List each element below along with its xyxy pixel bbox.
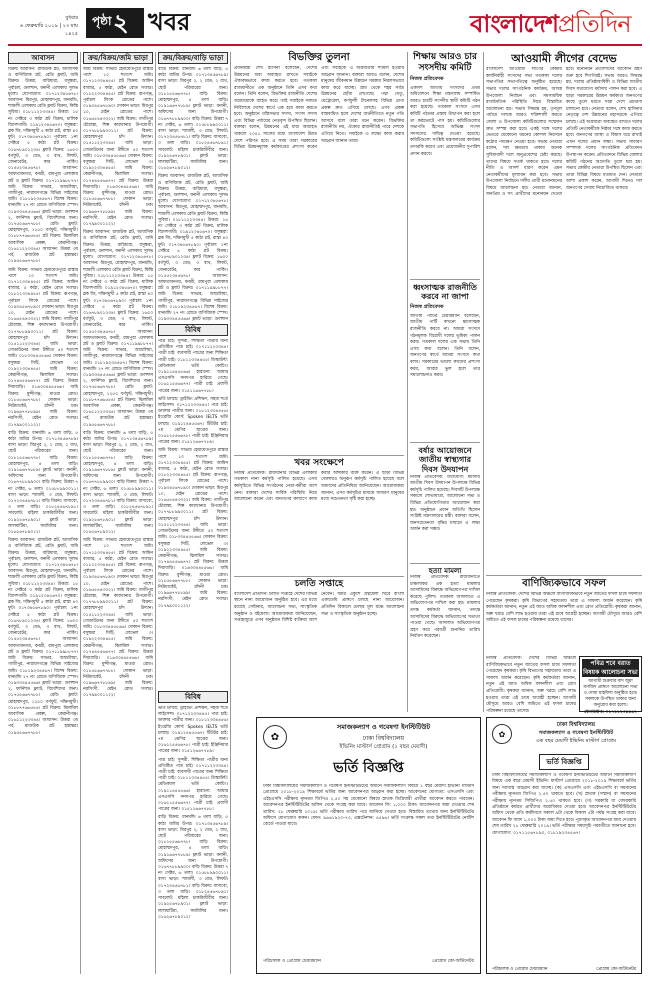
program-name: ইভিনিং মাস্টার্স প্রোগ্রাম (১ বছর মেয়াদী) [339,744,428,750]
classified-text [158,67,228,322]
section-rule [234,576,404,577]
classified-column-1 [8,52,78,974]
signatory-2: প্রোগ্রাম কো-অর্ডিনেটর [596,967,636,972]
section-rule [410,442,480,443]
article-body: একাদশ জাতীয় সংসদের প্রথম অধিবেশনে শিক্ষা মন্ত্রণালয় সম্পর্কিত আরও চারটি সংসদীয় স্থায়ী কমিটি গঠন করা হয়েছে। গতকাল সংসদে এসব কমিটি গঠনের প্রস্তাব উত্থাপন করা হলে তা কণ্ঠভোটে পাস হয়। কমিটিগুলোর সভাপতি হিসেবে অভিজ্ঞ সংসদ সদস্যদের দায়িত্ব দেওয়া হয়েছে। কমিটিগুলো সংশ্লিষ্ট মন্ত্রণালয়ের কার্যক্রম তদারকি করবে এবং প্রয়োজনীয় সুপারিশ প্রদান করবে। [410,85,480,157]
headline: চলতি সপ্তাহে [294,579,344,589]
headline: বর্ষার আয়োজনে জাতীয় স্বাস্থ্যগার দিবস উদযাপন [418,445,472,474]
article-body: বাংলাদেশ আওয়ামী লীগের কেন্দ্রীয় কার্যনির্বাহী সংসদের সভা গতকাল দলের সভাপতির সভাপতিত্বে অনুষ্ঠিত হয়েছে। সভায় দলের সাংগঠনিক কার্যক্রম, আসন্ন উপজেলা নির্বাচন এবং সমসাময়িক রাজনৈতিক পরিস্থিতি নিয়ে বিস্তারিত আলোচনা হয়। সভায় সিদ্ধান্ত হয়, তৃণমূল পর্যায়ে দলকে আরও শক্তিশালী করতে জেলা ও উপজেলা কমিটিগুলোর সম্মেলন দ্রুত সম্পন্ন করা হবে। একই সঙ্গে দলের ভেতরে যেকোনো ধরনের কোন্দল নিরসনে কঠোর পদক্ষেপ নেওয়া হবে। সভায় নেতারা বলেন, দল ক্ষমতায় থাকায় অনেক সুবিধাবাদী দলে অনুপ্রবেশের চেষ্টা করছে। তাদের বিষয়ে সতর্ক থাকতে হবে। দলের নীতি ও আদর্শ ধারণ করেন এমন নেতাকর্মীদের মূল্যায়ন করা হবে। সভায় উপজেলা নির্বাচনে দলীয় প্রার্থী মনোনয়নের বিষয়ে আলোচনা হয়। নেতারা জানান, জনপ্রিয় ও সৎ প্রার্থীদের মনোনয়ন দেওয়া হবে। মনোনয়ন প্রত্যাশীদের আবেদন গ্রহণ শুরু হবে শিগগিরই। সভায় আরও সিদ্ধান্ত হয়, দলের প্রতিষ্ঠাবার্ষিকী ও বিভিন্ন জাতীয় দিবস যথাযোগ্য মর্যাদায় পালন করা হবে। এ ছাড়া সরকারের উন্নয়ন কর্মকাণ্ড জনগণের কাছে তুলে ধরতে সারা দেশে প্রচারণা চালানো হবে। নেতারা বলেন, শেখ হাসিনার নেতৃত্বে দেশ উন্নয়নের মহাসড়কে এগিয়ে চলছে। এই অগ্রযাত্রা অব্যাহত রাখতে দলের প্রতিটি নেতাকর্মীকে নিষ্ঠার সঙ্গে কাজ করতে হবে। জনগণের আস্থা ও বিশ্বাস ধরে রাখাই এখন দলের প্রধান লক্ষ্য। সভায় সাধারণ সম্পাদক দলের সাংগঠনিক প্রতিবেদন উপস্থাপন করেন। প্রতিবেদনে বিভিন্ন জেলার কমিটি গঠনের অগ্রগতি তুলে ধরা হয়। সভায় কেন্দ্রীয় নেতারা উপস্থিত ছিলেন এবং তারা বিভিন্ন বিষয়ে মতামত দেন। নেতারা আশা প্রকাশ করেন, আগামী দিনেও দল জনগণের সেবায় নিয়োজিত থাকবে। [486,67,642,198]
classified-ad: ভর্তি চলছে: ড্রাইভিং প্রশিক্ষণ, সহজ শর্তে লাইসেন্স। ০১৭১২২৩৩৪৪৫। পাত্র চাই: ডাক্তার পাত্রীর জন্য। ০১৮১২৩৩৪৪৫৬। ইংরেজি কোর্স: Spoken IELTS ভর্তি চলছে। ০১৯১২৪৪৫৫৬৭। টিউটর চাই: ৭ম শ্রেণির ছাত্রের জন্য। ০১৬১২৫৫৬৬৭৮। পাত্রী চাই: ইঞ্জিনিয়ার পাত্রের জন্য। ০১৫১২৬৬৭৭৮৯। [158,396,228,446]
byline: নিজস্ব প্রতিবেদক [410,75,444,82]
weekday: বুধবার [65,15,78,21]
column-rule [80,52,81,974]
column-rule [155,52,156,974]
signatory-1: পরিচালক ও প্রোগ্রাম চেয়ারম্যান [492,967,548,972]
article-awami [486,52,642,572]
classified-ad: ভর্তি চলছে: ড্রাইভিং প্রশিক্ষণ, সহজ শর্তে লাইসেন্স। ০১৭১২২৩৩৪৪৫। পাত্র চাই: ডাক্তার পাত্রীর জন্য। ০১৮১২৩৩৪৪৫৬। ইংরেজি কোর্স: Spoken IELTS ভর্তি চলছে। ০১৯১২৪৪৫৫৬৭। টিউটর চাই: ৭ম শ্রেণির ছাত্রের জন্য। ০১৬১২৫৫৬৬৭৮। পাত্রী চাই: ইঞ্জিনিয়ার পাত্রের জন্য। ০১৫১২৬৬৭৭৮৯। [158,706,228,755]
classified-heading-bibidh-2: বিবিধ [158,691,228,703]
admission-ad-2 [486,717,642,974]
article-body: নিজস্ব প্রতিবেদক: রাজধানীর বিভিন্ন এলাকায় গতকাল নানা কর্মসূচি পালিত হয়েছে। এসব কর্মসূচিতে বিভিন্ন সংগঠনের নেতা-কর্মীরা অংশ নেন। বক্তারা দেশের সার্বিক পরিস্থিতি নিয়ে আলোচনা করেন এবং জনগণের কল্যাণে কাজ করার অঙ্গীকার ব্যক্ত করেন। এ ছাড়া বিভিন্ন জেলায়ও অনুরূপ কর্মসূচি পালিত হয়েছে বলে আমাদের প্রতিনিধিরা জানিয়েছেন। আয়োজকরা জানান, এসব কর্মসূচির মাধ্যমে সাধারণ মানুষের মধ্যে সচেতনতা সৃষ্টি করা হচ্ছে। [234,470,404,503]
ad-title: ভর্তি বিজ্ঞপ্তি [539,754,588,770]
classified-ad: পাত্র চাই: সুন্দরী, শিক্ষিতা পাত্রীর জন্য প্রতিষ্ঠিত পাত্র চাই। ০১৭১১২২৩৩৪৪। পাত্রী চাই: ব্যবসায়ী পাত্রের জন্য শিক্ষিতা পাত্রী চাই। ০১৮১১৩৩৪৪৫৫। ডিস্কাউন্ট: মেডিক্যাল ভর্তি কোচিং। ০১৯১১৪৪৫৫৬৬। হারানো: আমার এসএসসি সনদপত্র হারিয়ে গেছে। ০১৬১১৫৫৬৬৭৭। পাত্রী চাই: প্রবাসী পাত্রের জন্য। ০১৫১১৬৬৭৭৮৮। [158,757,228,813]
admission-ad-1 [256,717,481,974]
classified-heading-jomi: ক্রয়/বিক্রয়/জমি ভাড়া [83,52,153,64]
article-bibhaktir [234,52,404,452]
page-number-box [86,8,144,38]
headline: বাণিজ্যিকভাবে সফল [522,578,606,589]
classified-ad: জমি বিক্রয়: সাভার হেমায়েতপুরে রাস্তার পাশে ১০ শতাংশ জমি। ০১৭১২৩৩৪৪৫৫। প্লট বিক্রয়: আমিন বাজার, ৫ কাঠা, মেইন রোড সংলগ্ন। ০১৮২২৩৩৪৪৫৫। প্লট বিক্রয়: রূপগঞ্জ, পূর্বাচল লিংক রোডের পাশে। ০১৯৩৪৫৬৭৮৯০। দোকান ভাড়া: মিরপুর ১০, মেইন রোডের পাশে। ০১৬৫৫৪৪৩৩২২। জমি বিক্রয়: গাজীপুর চৌরাস্তা, শিল্প কারখানার উপযোগী। ০১৭৭৮৮৯৯০০১১। প্লট বিক্রয়: মোহাম্মদপুর চাঁদ উদ্যান। ০১৫১১২২৩৩৪৪। জমি ভাড়া: গোডাউনের জন্য টঙ্গীতে ৫০ শতাংশ জমি। ০১৮৩৩৪৪৫৫৬৬। দোকান বিক্রয়: বসুন্ধরা সিটি, লেভেল ৩। ০১৯২২৩৩৪৪৫৫। জমি বিক্রয়: কেরানীগঞ্জ, ঝিলমিল সংলগ্ন। ০১৭৪৪৫৫৬৬৭৭। প্লট বিক্রয়: উত্তরা দিয়াবাড়ি। ০১৬৩৩৪৪৫৫৬৬। জমি বিক্রয়: মুন্সীগঞ্জ, মাওয়া রোড। ০১৮৫৫৬৬৭৭৮৮। দোকান ভাড়া: নিউমার্কেট, চাঁদনী চক। ০১৯৬৬৭৭৮৮৯৯। জমি বিক্রয়: নরসিংদী, মেইন রোড সংলগ্ন। ০১৭৯৯০০১১২২। [8,267,78,428]
classified-ad: বিক্রয় আবাসন: রাজউক প্লট, আবাসিক ও বাণিজ্যিক প্লট, রেডি ফ্ল্যাট, জমি বিক্রয়। উত্তরা, বারিধারা, বসুন্ধরা, পূর্বাচল, গুলশান, বনানী এলাকায় সুলভ মূল্যে। যোগাযোগ: ০১৭১২৩৪৫৬৭৮। আবাসন: মিরপুর, মোহাম্মদপুর, ধানমন্ডি, শ্যামলী এলাকায় রেডি ফ্ল্যাট বিক্রয়, কিস্তি সুবিধা। ০১৮১১২২৩৩৪৪। উত্তরা: ১৫ নং সেক্টরে ৩ কাঠা প্লট বিক্রয়, মালিক বিদেশগামী। ০১৯১২৩৪৫৬৭০। বসুন্ধরা: ব্লক জি, দক্ষিণমুখী ৫ কাঠা প্লট, রাস্তা ৪০ ফুট। ০১৭৩৪৫৬৭৮৯০। পূর্বাচল: ১নং সেক্টরে ৫ কাঠা প্লট বিক্রয়। ০১৬৭৮৯০১২৩৪। ফ্ল্যাট বিক্রয়: ১৬০০ বর্গফুট, ৩ বেড, ৩ বাথ, লিফট, জেনারেটর, কার পার্কিং। ০১৫৫২৩৪৫৬৭৮। আবাসন: আফতাবনগর, বনশ্রী, রামপুরা এলাকায় প্লট ও ফ্ল্যাট বিক্রয়। ০১৭১১৯৯৮৮৭৭। জমি বিক্রয়: সাভার, আশুলিয়া, গাজীপুর, নারায়ণগঞ্জে বিভিন্ন সাইজের জমি। ০১৮১৯২৩৪৫৬৭। বিশেষ বিক্রয়: ধানমন্ডি ২৭ নং রোডে বাণিজ্যিক স্পেস। ০১৯৩৩৪৪৫৫৬৬। ফ্ল্যাট ভাড়া: গুলশান ২, ফার্নিশড ফ্ল্যাট, বিদেশিদের জন্য। ০১৭৫৫৬৬৭৭৮৮। রেডি ফ্ল্যাট: মোহাম্মদপুর, ১২৫০ বর্গফুট, দক্ষিণমুখী। ০১৮৮৭৭৬৬৫৫৪। প্লট বিক্রয়: ঝিলমিল আবাসিক প্রকল্প, কেরানীগঞ্জ। ০১৬১১২২৩৩৪৪। আবাসন: উত্তরা ৩য় পর্ব, রাজউক প্লট হস্তান্তর। ০১৯৫৫৬৬৭৭৮৮। [8,538,78,736]
narrow-column [410,52,480,712]
program-name: এক বছর মেয়াদী ইভিনিং মাস্টার্স প্রোগ্রাম [535,738,617,744]
classified-column-2 [83,52,153,974]
article-body: প্রধানমন্ত্রী শেখ হাসিনা বলেছেন, দেশের উন্নয়নের ধারা অব্যাহত রাখতে সবাইকে ঐক্যবদ্ধভাবে কাজ করতে হবে। গতকাল রাজধানীতে এক অনুষ্ঠানে তিনি এসব কথা বলেন। তিনি বলেন, বিভক্তির রাজনীতি দেশের অগ্রযাত্রাকে ব্যাহত করে। তাই সবাইকে দলমত নির্বিশেষে দেশের স্বার্থে এক হয়ে কাজ করতে হবে। অনুষ্ঠানে মন্ত্রিসভার সদস্য, সংসদ সদস্য এবং বিভিন্ন পর্যায়ের নেতৃবৃন্দ উপস্থিত ছিলেন। বক্তারা বলেন, উন্নয়নের এই ধারা অব্যাহত থাকলে ২০৪১ সালের মধ্যে বাংলাদেশ উন্নত দেশে পরিণত হবে। এ সময় তারা সরকারের বিভিন্ন উন্নয়নমূলক কর্মকাণ্ডের প্রশংসা করেন এবং সবাইকে এ অগ্রযাত্রায় শামিল হওয়ার আহ্বান জানান। বক্তারা আরও বলেন, দেশের মানুষের জীবনমান উন্নয়নে সরকার নিরলসভাবে কাজ করে যাচ্ছে। গ্রাম থেকে শহর সর্বত্র উন্নয়নের ছোঁয়া লেগেছে। পদ্মা সেতু, মেট্রোরেল, কর্ণফুলী টানেলসহ বিভিন্ন মেগা প্রকল্প দ্রুত এগিয়ে চলছে। এসব প্রকল্প বাস্তবায়িত হলে দেশের অর্থনীতিতে নতুন গতি আসবে বলে তারা মনে করেন। বিভক্তির রাজনীতি নয়, ঐক্যের রাজনীতিই পারে দেশকে এগিয়ে নিতে। সবাইকে এ লক্ষ্যে কাজ করার আহ্বান জানান তারা। [234,66,404,151]
ad-body: ঢাকা বিশ্ববিদ্যালয়ের সমাজকল্যাণ ও গবেষণা ইনস্টিটিউটের অধীনে সমাজকল্যাণ বিষয়ে ১ বছর মেয়াদী ইভিনিং মাস্টার্স প্রোগ্রামে ২০১৮-২০১৯ শিক্ষাবর্ষে ভর্তির জন্য আবেদনপত্র আহ্বান করা হচ্ছে। আবেদনের যোগ্যতা: এসএসসি এবং এইচএসসি পরীক্ষায় ন্যূনতম জিপিএ ২.৫০ সহ যেকোনো বিষয়ে স্নাতক ডিগ্রিধারী প্রার্থীরা আবেদন করতে পারবেন। আবেদনপত্র ইনস্টিটিউটের অফিস থেকে সংগ্রহ করা যাবে। আবেদন ফি: ১,০০০ টাকা। আবেদনপত্র জমা দেওয়ার শেষ তারিখ: ২৮ ফেব্রুয়ারি ২০১৯। ভর্তি পরীক্ষার তারিখ পরে জানিয়ে দেওয়া হবে। বিস্তারিত তথ্যের জন্য ইনস্টিটিউটের অফিসে যোগাযোগ করুন। ফোন: ৯৬৬১৯২০-৭৩, এক্সটেনশন: ৪৫৯৬। ভর্তি সংক্রান্ত সকল তথ্য ইনস্টিটিউটের নোটিশ বোর্ডে পাওয়া যাবে। [263,784,474,828]
classified-text [8,67,78,972]
signatory-2: প্রোগ্রাম কো-অর্ডিনেটর [432,959,474,964]
section-rule [234,455,404,456]
notice-heading: পবিত্র শবে বরাত বিষয়ক আলোচনা সভা [583,660,638,676]
university-seal-icon: ✿ [492,724,512,744]
headline: ধ্বংসাত্মক রাজনীতি করবে না জাপা [413,282,477,302]
section-title: খবর [148,8,191,36]
section-rule [486,575,642,576]
classified-ad: বিক্রয় আবাসন: রাজউক প্লট, আবাসিক ও বাণিজ্যিক প্লট, রেডি ফ্ল্যাট, জমি বিক্রয়। উত্তরা, বারিধারা, বসুন্ধরা, পূর্বাচল, গুলশান, বনানী এলাকায় সুলভ মূল্যে। যোগাযোগ: ০১৭১২৩৪৫৬৭৮। আবাসন: মিরপুর, মোহাম্মদপুর, ধানমন্ডি, শ্যামলী এলাকায় রেডি ফ্ল্যাট বিক্রয়, কিস্তি সুবিধা। ০১৮১১২২৩৩৪৪। উত্তরা: ১৫ নং সেক্টরে ৩ কাঠা প্লট বিক্রয়, মালিক বিদেশগামী। ০১৯১২৩৪৫৬৭০। বসুন্ধরা: ব্লক জি, দক্ষিণমুখী ৫ কাঠা প্লট, রাস্তা ৪০ ফুট। ০১৭৩৪৫৬৭৮৯০। পূর্বাচল: ১নং সেক্টরে ৫ কাঠা প্লট বিক্রয়। ০১৬৭৮৯০১২৩৪। ফ্ল্যাট বিক্রয়: ১৬০০ বর্গফুট, ৩ বেড, ৩ বাথ, লিফট, জেনারেটর, কার পার্কিং। ০১৫৫২৩৪৫৬৭৮। আবাসন: আফতাবনগর, বনশ্রী, রামপুরা এলাকায় প্লট ও ফ্ল্যাট বিক্রয়। ০১৭১১৯৯৮৮৭৭। জমি বিক্রয়: সাভার, আশুলিয়া, গাজীপুর, নারায়ণগঞ্জে বিভিন্ন সাইজের জমি। ০১৮১৯২৩৪৫৬৭। বিশেষ বিক্রয়: ধানমন্ডি ২৭ নং রোডে বাণিজ্যিক স্পেস। ০১৯৩৩৪৪৫৫৬৬। ফ্ল্যাট ভাড়া: গুলশান ২, ফার্নিশড ফ্ল্যাট, বিদেশিদের জন্য। ০১৭৫৫৬৬৭৭৮৮। রেডি ফ্ল্যাট: মোহাম্মদপুর, ১২৫০ বর্গফুট, দক্ষিণমুখী। ০১৮৮৭৭৬৬৫৫৪। প্লট বিক্রয়: ঝিলমিল আবাসিক প্রকল্প, কেরানীগঞ্জ। ০১৬১১২২৩৩৪৪। আবাসন: উত্তরা ৩য় পর্ব, রাজউক প্লট হস্তান্তর। ০১৯৫৫৬৬৭৭৮৮। [8,67,78,265]
classified-ad: বাড়ি বিক্রয়: ধানমন্ডি ৬ তলা বাড়ি, ৫ কাঠা জমির উপর। ০১৭১৩৪৫৬৭৮৯। বাসা ভাড়া: মিরপুর ২, ২ বেড, ২ বাথ, ছোট পরিবারের জন্য। ০১৮১৫৫৬৬৭৭৮। বাড়ি বিক্রয়: মোহাম্মদপুর, ৪ তলা বাড়ি। ০১৯১৬৬৭৭৮৮৯। ফ্ল্যাট ভাড়া: বনানী, অফিসের জন্য উপযোগী। ০১৬৭৭৮৮৯৯০০। বাড়ি বিক্রয়: উত্তরা ৭ নং সেক্টর, ৬ তলা। ০১৫৮৮৯৯০০১১। বাসা ভাড়া: শ্যামলী, ৩ বেড, লিফট। ০১৭২৩৪৫৬৭৮১। বাড়ি বিক্রয়: বাসাবো, ৩ তলা বাড়ি। ০১৮২৪৫৬৭৮৯১। সাবলেট: মহিলা চাকরিজীবীর জন্য। ০১৯২৫৬৭৮৯০১। ফ্ল্যাট ভাড়া: লালমাটিয়া, ফ্যামিলির জন্য। ০১৬২৬৭৮৯০১২। [158,67,228,172]
signatory-1: পরিচালক ও প্রোগ্রাম চেয়ারম্যান [263,959,321,964]
article-body: বাংলাদেশ প্রতিদিন: চলতি সপ্তাহে দেশের বিভিন্ন স্থানে নানা আয়োজন অনুষ্ঠিত হবে। এর মধ্যে রয়েছে সেমিনার, আলোচনা সভা, সাংস্কৃতিক অনুষ্ঠান ও বইমেলা। আয়োজকরা জানিয়েছেন, সপ্তাহজুড়ে এসব অনুষ্ঠানে বিশিষ্ট ব্যক্তিরা অংশ নেবেন। অমর একুশে গ্রন্থমেলা ঘিরে বাংলা একাডেমি প্রাঙ্গণে চলছে নানা আয়োজন। প্রতিদিন বিকালে মেলার মূল মঞ্চে আলোচনা সভা ও সাংস্কৃতিক অনুষ্ঠান হচ্ছে। [234,591,404,624]
column-rule [407,52,408,712]
logo-main: বাংলাদেশ [470,9,558,38]
article-chorti [234,579,404,709]
university-name: ঢাকা বিশ্ববিদ্যালয় [557,722,595,728]
university-name: ঢাকা বিশ্ববিদ্যালয় [362,735,405,742]
university-seal-icon: ✿ [263,725,287,749]
byline: নিজস্ব প্রতিবেদক [410,303,444,310]
article-body: নিজস্ব প্রতিবেদক: যথাযোগ্য মর্যাদায় জাতীয় দিবস উদযাপন উপলক্ষে বিভিন্ন কর্মসূচি পালিত হয়েছে। দিবসটি উপলক্ষে সকালে শোভাযাত্রা, আলোচনা সভা ও বিভিন্ন প্রতিযোগিতার আয়োজন করা হয়। অনুষ্ঠানে প্রধান অতিথি ছিলেন সংশ্লিষ্ট মন্ত্রণালয়ের মন্ত্রী। বক্তারা বলেন, জনসচেতনতা বৃদ্ধির মাধ্যমে এ লক্ষ্য অর্জন করা সম্ভব। [410,474,480,533]
article-body: জাতীয় পার্টির চেয়ারম্যান বলেছেন, জাতীয় পার্টি কখনো ধ্বংসাত্মক রাজনীতি করবে না। আমরা সংসদে গঠনমূলক বিরোধী দলের ভূমিকা পালন করব। গতকাল দলের এক সভায় তিনি এসব কথা বলেন। তিনি বলেন, জনগণের স্বার্থে আমরা সংসদে কথা বলব। সরকারের ভালো কাজের প্রশংসা করব, আবার ভুল হলে তার সমালোচনাও করব। [410,313,480,379]
small-notice-ad [579,656,642,715]
classified-ad: পাত্র চাই: সুন্দরী, শিক্ষিতা পাত্রীর জন্য প্রতিষ্ঠিত পাত্র চাই। ০১৭১১২২৩৩৪৪। পাত্রী চাই: ব্যবসায়ী পাত্রের জন্য শিক্ষিতা পাত্রী চাই। ০১৮১১৩৩৪৪৫৫। ডিস্কাউন্ট: মেডিক্যাল ভর্তি কোচিং। ০১৯১১৪৪৫৫৬৬। হারানো: আমার এসএসসি সনদপত্র হারিয়ে গেছে। ০১৬১১৫৫৬৬৭৭। পাত্রী চাই: প্রবাসী পাত্রের জন্য। ০১৫১১৬৬৭৭৮৮। [158,339,228,394]
section-rule [410,279,480,280]
headline: বিভক্তির তুলনা [288,52,350,63]
classified-ad: বিক্রয় আবাসন: রাজউক প্লট, আবাসিক ও বাণিজ্যিক প্লট, রেডি ফ্ল্যাট, জমি বিক্রয়। উত্তরা, বারিধারা, বসুন্ধরা, পূর্বাচল, গুলশান, বনানী এলাকায় সুলভ মূল্যে। যোগাযোগ: ০১৭১২৩৪৫৬৭৮। আবাসন: মিরপুর, মোহাম্মদপুর, ধানমন্ডি, শ্যামলী এলাকায় রেডি ফ্ল্যাট বিক্রয়, কিস্তি সুবিধা। ০১৮১১২২৩৩৪৪। উত্তরা: ১৫ নং সেক্টরে ৩ কাঠা প্লট বিক্রয়, মালিক বিদেশগামী। ০১৯১২৩৪৫৬৭০। বসুন্ধরা: ব্লক জি, দক্ষিণমুখী ৫ কাঠা প্লট, রাস্তা ৪০ ফুট। ০১৭৩৪৫৬৭৮৯০। পূর্বাচল: ১নং সেক্টরে ৫ কাঠা প্লট বিক্রয়। ০১৬৭৮৯০১২৩৪। ফ্ল্যাট বিক্রয়: ১৬০০ বর্গফুট, ৩ বেড, ৩ বাথ, লিফট, জেনারেটর, কার পার্কিং। ০১৫৫২৩৪৫৬৭৮। আবাসন: আফতাবনগর, বনশ্রী, রামপুরা এলাকায় প্লট ও ফ্ল্যাট বিক্রয়। ০১৭১১৯৯৮৮৭৭। জমি বিক্রয়: সাভার, আশুলিয়া, গাজীপুর, নারায়ণগঞ্জে বিভিন্ন সাইজের জমি। ০১৮১৯২৩৪৫৬৭। বিশেষ বিক্রয়: ধানমন্ডি ২৭ নং রোডে বাণিজ্যিক স্পেস। ০১৯৩৩৪৪৫৫৬৬। ফ্ল্যাট ভাড়া: গুলশান [158,174,228,322]
classified-ad: জমি বিক্রয়: সাভার হেমায়েতপুরে রাস্তার পাশে ১০ শতাংশ জমি। ০১৭১২৩৩৪৪৫৫। প্লট বিক্রয়: আমিন বাজার, ৫ কাঠা, মেইন রোড সংলগ্ন। ০১৮২২৩৩৪৪৫৫। প্লট বিক্রয়: রূপগঞ্জ, পূর্বাচল লিংক রোডের পাশে। ০১৯৩৪৫৬৭৮৯০। দোকান ভাড়া: মিরপুর ১০, মেইন রোডের পাশে। ০১৬৫৫৪৪৩৩২২। জমি বিক্রয়: গাজীপুর চৌরাস্তা, শিল্প কারখানার উপযোগী। ০১৭৭৮৮৯৯০০১১। প্লট বিক্রয়: মোহাম্মদপুর চাঁদ উদ্যান। ০১৫১১২২৩৩৪৪। জমি ভাড়া: গোডাউনের জন্য টঙ্গীতে ৫০ শতাংশ জমি। ০১৮৩৩৪৪৫৫৬৬। দোকান বিক্রয়: বসুন্ধরা সিটি, লেভেল ৩। ০১৯২২৩৩৪৪৫৫। জমি বিক্রয়: কেরানীগঞ্জ, ঝিলমিল সংলগ্ন। ০১৭৪৪৫৫৬৬৭৭। প্লট বিক্রয়: উত্তরা দিয়াবাড়ি। ০১৬৩৩৪৪৫৫৬৬। জমি বিক্রয়: মুন্সীগঞ্জ, মাওয়া রোড। ০১৮৫৫৬৬৭৭৮৮। দোকান ভাড়া: নিউমার্কেট, চাঁদনী চক। ০১৯৬৬৭৭৮৮৯৯। জমি বিক্রয়: নরসিংদী, মেইন রোড সংলগ্ন। ০১৭৯৯০০১১২২। [83,67,153,228]
masthead [0,0,650,50]
institute-name: সমাজকল্যাণ ও গবেষণা ইনস্টিটিউট [538,730,614,736]
article-body: নিজস্ব প্রতিবেদক: দেশের বিভিন্ন অঞ্চলে বাণিজ্যিকভাবে নতুন জাতের ফসল চাষে সফলতা পেয়েছেন কৃষকরা। কৃষি বিভাগের সহায়তায় তারা এ সাফল্য অর্জন করেছেন। কৃষি কর্মকর্তারা জানান, নতুন এই জাত অধিক ফলনশীল এবং রোগ প্রতিরোধী। কৃষকরা জানান, অল্প খরচে বেশি লাভ হওয়ায় তারা এই চাষে আগ্রহী হচ্ছেন। আগামী মৌসুমে আরও বেশি জমিতে এই ফসল চাষের পরিকল্পনা রয়েছে তাদের। [486,656,576,714]
date-text: ৬ ফেব্রুয়ারি ২০১৯ | ২৩ মাঘ ১৪২৫ [19,23,78,37]
classified-heading-bibidh: বিবিধ [158,324,228,336]
classified-ad: বাড়ি বিক্রয়: ধানমন্ডি ৬ তলা বাড়ি, ৫ কাঠা জমির উপর। ০১৭১৩৪৫৬৭৮৯। বাসা ভাড়া: মিরপুর ২, ২ বেড, ২ বাথ, ছোট পরিবারের জন্য। ০১৮১৫৫৬৬৭৭৮। বাড়ি বিক্রয়: মোহাম্মদপুর, ৪ তলা বাড়ি। ০১৯১৬৬৭৭৮৮৯। ফ্ল্যাট ভাড়া: বনানী, অফিসের জন্য উপযোগী। ০১৬৭৭৮৮৯৯০০। বাড়ি বিক্রয়: উত্তরা ৭ নং সেক্টর, ৬ তলা। ০১৫৮৮৯৯০০১১। বাসা ভাড়া: শ্যামলী, ৩ বেড, লিফট। ০১৭২৩৪৫৬৭৮১। বাড়ি বিক্রয়: বাসাবো, ৩ তলা বাড়ি। ০১৮২৪৫৬৭৮৯১। সাবলেট: মহিলা চাকরিজীবীর জন্য। ০১৯২৫৬৭৮৯০১। ফ্ল্যাট ভাড়া: লালমাটিয়া, ফ্যামিলির জন্য। ০১৬২৬৭৮৯০১২। [158,815,228,920]
classified-text [158,339,228,689]
headline: শিক্ষায় আরও চার সংসদীয় কমিটি [413,52,477,73]
classified-ad: জমি বিক্রয়: সাভার হেমায়েতপুরে রাস্তার পাশে ১০ শতাংশ জমি। ০১৭১২৩৩৪৪৫৫। প্লট বিক্রয়: আমিন বাজার, ৫ কাঠা, মেইন রোড সংলগ্ন। ০১৮২২৩৩৪৪৫৫। প্লট বিক্রয়: রূপগঞ্জ, পূর্বাচল লিংক রোডের পাশে। ০১৯৩৪৫৬৭৮৯০। দোকান ভাড়া: মিরপুর ১০, মেইন রোডের পাশে। ০১৬৫৫৪৪৩৩২২। জমি বিক্রয়: গাজীপুর চৌরাস্তা, শিল্প কারখানার উপযোগী। ০১৭৭৮৮৯৯০০১১। প্লট বিক্রয়: মোহাম্মদপুর চাঁদ উদ্যান। ০১৫১১২২৩৩৪৪। জমি ভাড়া: গোডাউনের জন্য টঙ্গীতে ৫০ শতাংশ জমি। ০১৮৩৩৪৪৫৫৬৬। দোকান বিক্রয়: বসুন্ধরা সিটি, লেভেল ৩। ০১৯২২৩৩৪৪৫৫। জমি বিক্রয়: কেরানীগঞ্জ, ঝিলমিল সংলগ্ন। ০১৭৪৪৫৫৬৬৭৭। প্লট বিক্রয়: উত্তরা দিয়াবাড়ি। ০১৬৩৩৪৪৫৫৬৬। জমি বিক্রয়: মুন্সীগঞ্জ, মাওয়া রোড। ০১৮৫৫৬৬৭৭৮৮। দোকান ভাড়া: নিউমার্কেট, চাঁদনী চক। ০১৯৬৬৭৭৮৮৯৯। জমি বিক্রয়: নরসিংদী, মেইন রোড সংলগ্ন। ০১৭৯৯০০১১২২। [83,538,153,699]
classified-text [83,67,153,972]
article-banijya [486,578,642,715]
classified-heading-abason: আবাসন [8,52,78,64]
page-number: ২ [113,9,129,37]
institute-name: সমাজকল্যাণ ও গবেষণা ইনস্টিটিউট [336,723,431,731]
classified-ad: বাড়ি বিক্রয়: ধানমন্ডি ৬ তলা বাড়ি, ৫ কাঠা জমির উপর। ০১৭১৩৪৫৬৭৮৯। বাসা ভাড়া: মিরপুর ২, ২ বেড, ২ বাথ, ছোট পরিবারের জন্য। ০১৮১৫৫৬৬৭৭৮। বাড়ি বিক্রয়: মোহাম্মদপুর, ৪ তলা বাড়ি। ০১৯১৬৬৭৭৮৮৯। ফ্ল্যাট ভাড়া: বনানী, অফিসের জন্য উপযোগী। ০১৬৭৭৮৮৯৯০০। বাড়ি বিক্রয়: উত্তরা ৭ নং সেক্টর, ৬ তলা। ০১৫৮৮৯৯০০১১। বাসা ভাড়া: শ্যামলী, ৩ বেড, লিফট। ০১৭২৩৪৫৬৭৮১। বাড়ি বিক্রয়: বাসাবো, ৩ তলা বাড়ি। ০১৮২৪৫৬৭৮৯১। সাবলেট: মহিলা চাকরিজীবীর জন্য। ০১৯২৫৬৭৮৯০১। ফ্ল্যাট ভাড়া: লালমাটিয়া, ফ্যামিলির জন্য। ০১৬২৬৭৮৯০১২। [8,430,78,536]
ad-title: ভর্তি বিজ্ঞপ্তি [333,760,404,776]
classified-text [158,706,228,976]
logo-tail: প্রতিদিন [557,10,631,38]
column-rule [230,52,231,974]
classified-column-3 [158,52,228,974]
newspaper-logo [470,6,631,46]
date-line [8,14,78,38]
page-label: পৃষ্ঠা [92,14,112,28]
header-rule [8,44,642,46]
classified-ad: বিক্রয় আবাসন: রাজউক প্লট, আবাসিক ও বাণিজ্যিক প্লট, রেডি ফ্ল্যাট, জমি বিক্রয়। উত্তরা, বারিধারা, বসুন্ধরা, পূর্বাচল, গুলশান, বনানী এলাকায় সুলভ মূল্যে। যোগাযোগ: ০১৭১২৩৪৫৬৭৮। আবাসন: মিরপুর, মোহাম্মদপুর, ধানমন্ডি, শ্যামলী এলাকায় রেডি ফ্ল্যাট বিক্রয়, কিস্তি সুবিধা। ০১৮১১২২৩৩৪৪। উত্তরা: ১৫ নং সেক্টরে ৩ কাঠা প্লট বিক্রয়, মালিক বিদেশগামী। ০১৯১২৩৪৫৬৭০। বসুন্ধরা: ব্লক জি, দক্ষিণমুখী ৫ কাঠা প্লট, রাস্তা ৪০ ফুট। ০১৭৩৪৫৬৭৮৯০। পূর্বাচল: ১নং সেক্টরে ৫ কাঠা প্লট বিক্রয়। ০১৬৭৮৯০১২৩৪। ফ্ল্যাট বিক্রয়: ১৬০০ বর্গফুট, ৩ বেড, ৩ বাথ, লিফট, জেনারেটর, কার পার্কিং। ০১৫৫২৩৪৫৬৭৮। আবাসন: আফতাবনগর, বনশ্রী, রামপুরা এলাকায় প্লট ও ফ্ল্যাট বিক্রয়। ০১৭১১৯৯৮৮৭৭। জমি বিক্রয়: সাভার, আশুলিয়া, গাজীপুর, নারায়ণগঞ্জে বিভিন্ন সাইজের জমি। ০১৮১৯২৩৪৫৬৭। বিশেষ বিক্রয়: ধানমন্ডি ২৭ নং রোডে বাণিজ্যিক স্পেস। ০১৯৩৩৪৪৫৫৬৬। ফ্ল্যাট ভাড়া: গুলশান ২, ফার্নিশড ফ্ল্যাট, বিদেশিদের জন্য। ০১৭৫৫৬৬৭৭৮৮। রেডি ফ্ল্যাট: মোহাম্মদপুর, ১২৫০ বর্গফুট, দক্ষিণমুখী। ০১৮৮৭৭৬৬৫৫৪। প্লট বিক্রয়: ঝিলমিল আবাসিক প্রকল্প, কেরানীগঞ্জ। ০১৬১১২২৩৩৪৪। আবাসন: উত্তরা ৩য় পর্ব, রাজউক প্লট হস্তান্তর। ০১৯৫৫৬৬৭৭৮৮। [83,230,153,428]
column-rule [483,52,484,712]
article-body: নিজস্ব প্রতিবেদক: রাজধানীতে চাঞ্চল্যকর এক হত্যা মামলার আসামিদের বিরুদ্ধে অভিযোগপত্র দাখিল করেছে পুলিশ। গতকাল আদালতে এ অভিযোগপত্র দাখিল করা হয়। মামলার তদন্ত কর্মকর্তা জানান, তদন্তে আসামিদের বিরুদ্ধে অভিযোগের সত্যতা পাওয়া গেছে। আদালত অভিযোগপত্র গ্রহণ করে পরবর্তী শুনানির তারিখ নির্ধারণ করেছেন। [410,574,480,640]
article-body: নিজস্ব প্রতিবেদক: দেশের বিভিন্ন অঞ্চলে বাণিজ্যিকভাবে নতুন জাতের ফসল চাষে সফলতা পেয়েছেন কৃষকরা। কৃষি বিভাগের সহায়তায় তারা এ সাফল্য অর্জন করেছেন। কৃষি কর্মকর্তারা জানান, নতুন এই জাত অধিক ফলনশীল এবং রোগ প্রতিরোধী। কৃষকরা জানান, অল্প খরচে বেশি লাভ হওয়ায় তারা এই চাষে আগ্রহী হচ্ছেন। আগামী মৌসুমে আরও বেশি জমিতে এই ফসল চাষের পরিকল্পনা রয়েছে তাদের। [486,592,642,624]
notice-text: আগামী শুক্রবার বাদ জুমা মসজিদ প্রাঙ্গণে আলোচনা সভা ও দোয়া মাহফিল অনুষ্ঠিত হবে। সকলকে উপস্থিত থাকার জন্য অনুরোধ করা হলো। [583,679,638,708]
ad-body: ঢাকা বিশ্ববিদ্যালয়ের সমাজকল্যাণ ও গবেষণা ইনস্টিটিউটের অধীনে সমাজকল্যাণ বিষয়ে এক বছর মেয়াদী ইভিনিং মাস্টার্স প্রোগ্রামে ২০১৮-২০১৯ শিক্ষাবর্ষে ভর্তির জন্য দরখাস্ত আহ্বান করা যাচ্ছে। (ক) এসএসসি এবং এইচএসসি বা সমমানের পরীক্ষায় ন্যূনতম জিপিএ ২.৫০ থাকতে হবে। (খ) স্নাতক (সম্মান) বা সমমানের পরীক্ষায় ন্যূনতম সিজিপিএ ২.৫০ থাকতে হবে। (গ) সরকারি বা বেসরকারি প্রতিষ্ঠানে কর্মরত প্রার্থীদের অগ্রাধিকার দেওয়া হবে। আবেদনপত্র ইনস্টিটিউটের অফিস থেকে প্রতি কর্মদিবসে সকাল ৯টা থেকে বিকাল ৫টা পর্যন্ত সংগ্রহ করা যাবে। আবেদন ফি বাবদ ১,০০০ টাকা জমা দিতে হবে। পূরণকৃত আবেদনপত্র জমা দেওয়ার শেষ তারিখ ২৮ ফেব্রুয়ারি ২০১৯। ভর্তি পরীক্ষার সময়সূচি পরবর্তীতে জানানো হবে। যোগাযোগ: ০১৭১১৫৬৭৮৯০, ০১৮১৯২৩৪৫৬৭। [492,773,636,836]
headline: হত্যা মামলা [428,566,462,575]
headline: আওয়ামী লীগের বেদেভ [511,52,617,65]
headline: খবর সংক্ষেপে [294,458,344,468]
section-rule [410,563,480,564]
classified-heading-bari: ক্রয়/বিক্রয়/বাড়ি ভাড়া [158,52,228,64]
classified-ad: বাড়ি বিক্রয়: ধানমন্ডি ৬ তলা বাড়ি, ৫ কাঠা জমির উপর। ০১৭১৩৪৫৬৭৮৯। বাসা ভাড়া: মিরপুর ২, ২ বেড, ২ বাথ, ছোট পরিবারের জন্য। ০১৮১৫৫৬৬৭৭৮। বাড়ি বিক্রয়: মোহাম্মদপুর, ৪ তলা বাড়ি। ০১৯১৬৬৭৭৮৮৯। ফ্ল্যাট ভাড়া: বনানী, অফিসের জন্য উপযোগী। ০১৬৭৭৮৮৯৯০০। বাড়ি বিক্রয়: উত্তরা ৭ নং সেক্টর, ৬ তলা। ০১৫৮৮৯৯০০১১। বাসা ভাড়া: শ্যামলী, ৩ বেড, লিফট। ০১৭২৩৪৫৬৭৮১। বাড়ি বিক্রয়: বাসাবো, ৩ তলা বাড়ি। ০১৮২৪৫৬৭৮৯১। সাবলেট: মহিলা চাকরিজীবীর জন্য। ০১৯২৫৬৭৮৯০১। ফ্ল্যাট ভাড়া: লালমাটিয়া, ফ্যামিলির জন্য। ০১৬২৬৭৮৯০১২। [83,430,153,536]
article-khobor [234,458,404,573]
classified-ad: জমি বিক্রয়: সাভার হেমায়েতপুরে রাস্তার পাশে ১০ শতাংশ জমি। ০১৭১২৩৩৪৪৫৫। প্লট বিক্রয়: আমিন বাজার, ৫ কাঠা, মেইন রোড সংলগ্ন। ০১৮২২৩৩৪৪৫৫। প্লট বিক্রয়: রূপগঞ্জ, পূর্বাচল লিংক রোডের পাশে। ০১৯৩৪৫৬৭৮৯০। দোকান ভাড়া: মিরপুর ১০, মেইন রোডের পাশে। ০১৬৫৫৪৪৩৩২২। জমি বিক্রয়: গাজীপুর চৌরাস্তা, শিল্প কারখানার উপযোগী। ০১৭৭৮৮৯৯০০১১। প্লট বিক্রয়: মোহাম্মদপুর চাঁদ উদ্যান। ০১৫১১২২৩৩৪৪। জমি ভাড়া: গোডাউনের জন্য টঙ্গীতে ৫০ শতাংশ জমি। ০১৮৩৩৪৪৫৫৬৬। দোকান বিক্রয়: বসুন্ধরা সিটি, লেভেল ৩। ০১৯২২৩৩৪৪৫৫। জমি বিক্রয়: কেরানীগঞ্জ, ঝিলমিল সংলগ্ন। ০১৭৪৪৫৫৬৬৭৭। প্লট বিক্রয়: উত্তরা দিয়াবাড়ি। ০১৬৩৩৪৪৫৫৬৬। জমি বিক্রয়: মুন্সীগঞ্জ, মাওয়া রোড। ০১৮৫৫৬৬৭৭৮৮। দোকান ভাড়া: নিউমার্কেট, চাঁদনী চক। ০১৯৬৬৭৭৮৮৯৯। জমি বিক্রয়: নরসিংদী, মেইন রোড সংলগ্ন। ০১৭৯৯০০১১২২। [158,448,228,609]
notice-contact: যোগাযোগ: ০১৭১১২৩৪৫৬৭ [584,710,637,715]
